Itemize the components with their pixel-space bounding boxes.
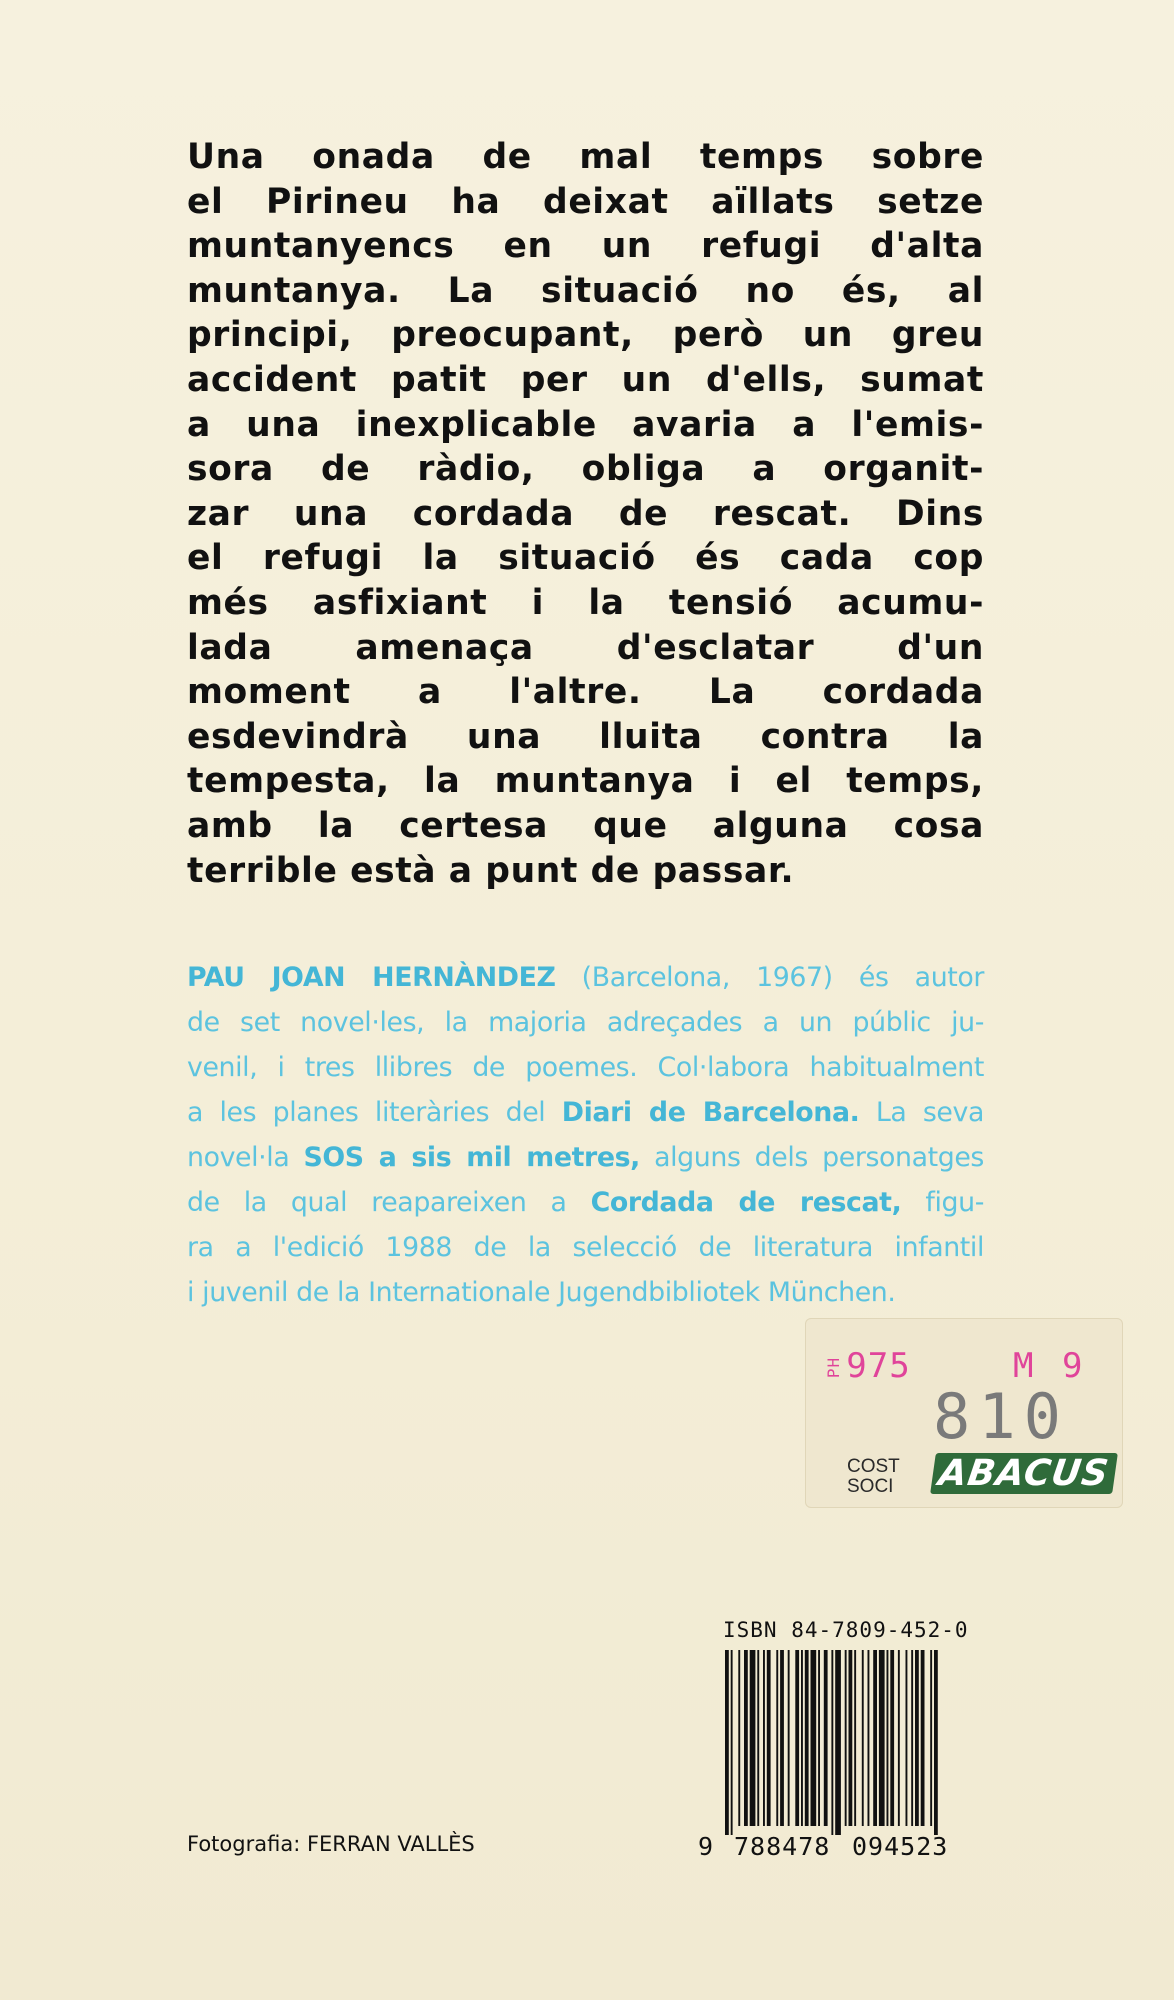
barcode-bar xyxy=(887,1650,889,1826)
abacus-logo: ABACUS xyxy=(930,1453,1117,1494)
blurb-line: tempesta, la muntanya i el temps, xyxy=(187,761,984,802)
sticker-code-suffix: M 9 xyxy=(1013,1346,1087,1386)
bio-line xyxy=(187,1135,984,1180)
blurb-line: moment a l'altre. La cordada xyxy=(187,672,984,713)
barcode-digits-group1: 788478 xyxy=(734,1832,831,1861)
soci-label: SOCI xyxy=(847,1476,894,1497)
photo-credit: Fotografia: FERRAN VALLÈS xyxy=(187,1832,475,1856)
blurb-line: el Pirineu ha deixat aïllats setze xyxy=(187,181,984,222)
barcode-bar xyxy=(818,1650,820,1826)
blurb-line: Una onada de mal temps sobre xyxy=(187,137,984,177)
cost-label: COST xyxy=(847,1456,900,1477)
bio-line: venil, i tres llibres de poemes. Col·labora habitualment xyxy=(187,1052,984,1083)
bio-line: de set novel·les, la majoria adreçades a un públic ju- xyxy=(187,1007,984,1038)
barcode-bar xyxy=(805,1650,809,1826)
barcode-bar xyxy=(898,1650,900,1826)
blurb-line: muntanya. La situació no és, al xyxy=(187,270,984,311)
barcode-bar xyxy=(757,1650,759,1826)
blurb-line: més asfixiant i la tensió acumu- xyxy=(187,582,984,623)
bio-line: ra a l'edició 1988 de la selecció de literatura infantil xyxy=(187,1232,984,1263)
sticker-cost-label xyxy=(847,1457,900,1497)
barcode-bar xyxy=(835,1650,841,1835)
blurb-line: a una inexplicable avaria a l'emis- xyxy=(187,404,984,445)
bio-text: alguns dels personatges xyxy=(639,1142,984,1173)
author-name: PAU JOAN HERNÀNDEZ xyxy=(187,962,556,993)
barcode-bar xyxy=(930,1650,932,1826)
blurb-line: lada amenaça d'esclatar d'un xyxy=(187,627,984,668)
bio-text: a les planes literàries del xyxy=(187,1097,562,1128)
book-title: Cordada de rescat, xyxy=(590,1187,902,1218)
bio-line xyxy=(187,1180,984,1225)
blurb-line: zar una cordada de rescat. Dins xyxy=(187,493,984,534)
barcode-bar xyxy=(780,1650,784,1826)
blurb-line: muntanyencs en un refugi d'alta xyxy=(187,226,984,267)
bio-line xyxy=(187,955,984,1000)
bio-text: figu- xyxy=(901,1187,984,1218)
blurb-line: esdevindrà una lluita contra la xyxy=(187,716,984,757)
barcode-bar xyxy=(801,1650,803,1826)
barcode-bar xyxy=(763,1650,765,1826)
blurb-line: principi, preocupant, però un greu xyxy=(187,315,984,356)
blurb-text xyxy=(187,135,984,893)
barcode-bar xyxy=(921,1650,925,1826)
barcode-bar xyxy=(795,1650,799,1826)
bio-text: (Barcelona, 1967) és autor xyxy=(555,962,984,993)
barcode-bar xyxy=(788,1650,790,1826)
price-sticker xyxy=(805,1318,1123,1508)
barcode-bar xyxy=(849,1650,853,1826)
barcode-bar xyxy=(890,1650,894,1826)
bio-text: novel·la xyxy=(187,1142,304,1173)
newspaper-title: Diari de Barcelona. xyxy=(561,1097,860,1128)
barcode-bar xyxy=(811,1650,817,1826)
blurb-line: el refugi la situació és cada cop xyxy=(187,538,984,579)
sticker-price: 810 xyxy=(933,1380,1069,1453)
blurb-line: accident patit per un d'ells, sumat xyxy=(187,359,984,400)
barcode-bar xyxy=(879,1650,885,1826)
blurb-line: terrible està a punt de passar. xyxy=(187,850,795,891)
bio-text: La seva xyxy=(859,1097,984,1128)
barcode-bar xyxy=(862,1650,864,1826)
barcode-bar xyxy=(868,1650,870,1826)
bio-line: i juvenil de la Internationale Jugendbibliotek München. xyxy=(187,1277,896,1308)
blurb-line: sora de ràdio, obliga a organit- xyxy=(187,449,984,490)
barcode-bar xyxy=(831,1650,833,1835)
sticker-code-number: 975 xyxy=(846,1346,911,1386)
barcode xyxy=(723,1650,981,1835)
barcode-bar xyxy=(750,1650,756,1826)
barcode-bar xyxy=(911,1650,913,1826)
barcode-bar xyxy=(854,1650,856,1826)
barcode-bar xyxy=(767,1650,771,1826)
barcode-bar xyxy=(744,1650,748,1826)
barcode-bar xyxy=(934,1650,938,1835)
bio-line xyxy=(187,1090,984,1135)
barcode-bar xyxy=(824,1650,828,1826)
bio-text: de la qual reapareixen a xyxy=(187,1187,591,1218)
book-title: SOS a sis mil metres, xyxy=(303,1142,640,1173)
barcode-bar xyxy=(731,1650,733,1835)
sticker-code-prefix: PH xyxy=(824,1356,844,1379)
blurb-line: amb la certesa que alguna cosa xyxy=(187,805,984,846)
barcode-bar xyxy=(845,1650,847,1826)
barcode-bar xyxy=(873,1650,877,1826)
barcode-digit-first: 9 xyxy=(698,1832,714,1861)
sticker-code xyxy=(823,1346,911,1386)
barcode-digits-group2: 094523 xyxy=(852,1832,949,1861)
isbn-label: ISBN 84-7809-452-0 xyxy=(723,1618,969,1642)
barcode-bar xyxy=(906,1650,908,1826)
barcode-bar xyxy=(725,1650,729,1835)
author-bio xyxy=(187,955,984,1315)
barcode-bar xyxy=(776,1650,778,1826)
barcode-bar xyxy=(738,1650,740,1826)
barcode-bar xyxy=(915,1650,919,1826)
